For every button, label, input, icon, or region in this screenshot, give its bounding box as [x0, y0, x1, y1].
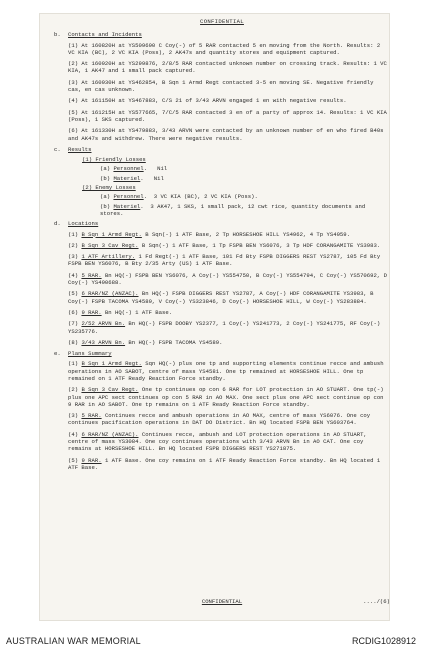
enemy-personnel: (a) Personnel. 3 VC KIA (BC), 2 VC KIA (Poss).	[100, 193, 258, 201]
plan-paragraph: (4) 6 RAR/NZ (ANZAC). Continues recce, ambush and LOT protection operations in AO STUART, centre of mass YS3084. One coy continues operations with 3/43 ARVN Bn in AO CAT. One coy remains at HORSESHOE HILL. Bn HQ located FSPB DIGGERS REST YS271875.	[68, 430, 367, 453]
archive-caption-bar	[0, 628, 422, 654]
section-e-title: Plans Summary	[68, 350, 112, 358]
contact-paragraph: (3) At 160930H at YS462854, B Sqn 1 Armd Regt contacted 3-5 en moving SE. Negative friendly cas, en cas unknown.	[68, 78, 374, 94]
contact-paragraph: (4) At 161150H at YS467883, C/S 21 of 3/43 ARVN engaged 1 en with negative results.	[68, 97, 347, 105]
section-e-letter: e.	[54, 350, 61, 358]
plan-paragraph: (1) B Sqn 1 Armd Regt. Sqn HQ(-) plus one tp and supporting elements continue recce and ambush operations in AO SABOT, centre of mass YS4581. One tp remained at HORSESHOE HILL. One tp remained on 1 ATF Ready Reaction Force standby.	[68, 360, 384, 382]
section-d	[54, 220, 390, 346]
section-e	[54, 350, 390, 471]
contact-paragraph: (1) At 160820H at YS509690 C Coy(-) of 5 RAR contacted 5 en moving from the North. Results: 2 VC KIA (BC), 2 VC KIA (Poss), 2 AK47s and quantity stores and equipment captured.	[68, 41, 381, 56]
section-c-title: Results	[68, 145, 92, 153]
enemy-materiel: (b) Materiel. 3 AK47, 1 SKS, 1 small pack, 12 cwt rice, quantity documents and stores.	[100, 202, 366, 217]
section-c-letter: c.	[54, 145, 61, 153]
friendly-losses-title: (1) Friendly Losses	[82, 156, 146, 164]
section-b	[54, 31, 390, 142]
contact-paragraph: (6) At 161330H at YS479883, 3/43 ARVN were contacted by an unknown number of en who fired B40s and AK47s and withdrew. There were negative results.	[68, 127, 384, 142]
section-d-letter: d.	[54, 220, 61, 228]
enemy-losses	[68, 184, 390, 217]
contact-paragraph: (5) At 161215H at YS577665, 7/C/5 RAR contacted 3 en of a party of approx 14. Results: 1 VC KIA (Poss), 1 SKS captured.	[68, 108, 387, 123]
location-paragraph: (5) 6 RAR/NZ (ANZAC). Bn HQ(-) FSPB DIGGERS REST YS2787, A Coy(-) HDF CORANGAMITE YS3983, B Coy(-) FSPB TACOMA YS4589, V Coy(-) YS323846, D Coy(-) HORSESHOE HILL, W Coy(-) YS283884.	[68, 290, 374, 305]
section-b-letter: b.	[54, 31, 61, 39]
location-paragraph: (2) B Sqn 3 Cav Regt. B Sqn(-) 1 ATF Base, 1 Tp FSPB BEN YS6076, 3 Tp HDF CORANGAMITE YS3983.	[68, 241, 381, 249]
plan-paragraph: (3) 5 RAR. Continues recce and ambush operations in AO MAX, centre of mass YS6076. One coy continues pacification operations in DAT DO District. Bn HQ located FSPB BEN YS603764.	[68, 412, 371, 427]
location-paragraph: (7) 2/52 ARVN Bn. Bn HQ(-) FSPB DOOBY YS2377, 1 Coy(-) YS241773, 2 Coy(-) YS241775, RF Coy(-) YS235776.	[68, 320, 381, 335]
classification-footer: CONFIDENTIAL	[201, 598, 243, 605]
plan-paragraph: (5) 9 RAR. 1 ATF Base. One coy remains on 1 ATF Ready Reaction Force standby. Bn HQ located 1 ATF Base.	[68, 456, 381, 471]
document-content	[54, 18, 390, 475]
contact-paragraph: (2) At 160920H at YS299876, 2/8/5 RAR contacted unknown number on crossing track. Results: 1 VC KIA, 1 AK47 and 1 small pack captured.	[68, 60, 387, 75]
friendly-personnel: (a) Personnel. Nil	[100, 165, 168, 173]
location-paragraph: (1) B Sqn 1 Armd Regt. B Sqn(-) 1 ATF Base, 2 Tp HORSESHOE HILL YS4962, 4 Tp YS4959.	[68, 230, 350, 238]
location-paragraph: (8) 3/43 ARVN Bn. Bn HQ(-) FSPB TACOMA YS4589.	[68, 338, 223, 346]
page-footer	[54, 598, 390, 605]
location-paragraph: (3) 1 ATF Artillery. 1 Fd Regt(-) 1 ATF Base, 101 Fd Bty FSPB DIGGERS REST YS2787, 105 Fd Bty FSPB BEN YS6076, B Bty 2/35 Arty (US) 1 ATF Base.	[68, 253, 381, 268]
section-d-title: Locations	[68, 220, 99, 228]
archive-name: AUSTRALIAN WAR MEMORIAL	[6, 636, 141, 646]
continuation-marker: ..../(6)	[363, 598, 390, 605]
friendly-losses	[68, 156, 390, 182]
enemy-losses-title: (2) Enemy Losses	[82, 184, 136, 192]
record-id: RCDIG1028912	[351, 636, 416, 646]
location-paragraph: (6) 9 RAR. Bn HQ(-) 1 ATF Base.	[68, 308, 173, 316]
friendly-materiel: (b) Materiel. Nil	[100, 174, 164, 182]
classification-header: CONFIDENTIAL	[200, 18, 244, 25]
section-b-title: Contacts and Incidents	[68, 31, 142, 39]
plan-paragraph: (2) B Sqn 3 Cav Regt. One tp continues op con 6 RAR for LOT protection in AO STUART. One tp(-) plus one APC sect continues op con 5 RAR in AO MAX. One sect plus one APC sect continue op con 9 RAR in AO SABOT. One tp remains on 1 ATF Ready Reaction Force standby.	[68, 386, 384, 408]
location-paragraph: (4) 5 RAR. Bn HQ(-) FSPB BEN YS6076, A Coy(-) YS554750, B Coy(-) YS554794, C Coy(-) YS570692, D Coy(-) YS490688.	[68, 271, 387, 287]
section-c	[54, 146, 390, 217]
